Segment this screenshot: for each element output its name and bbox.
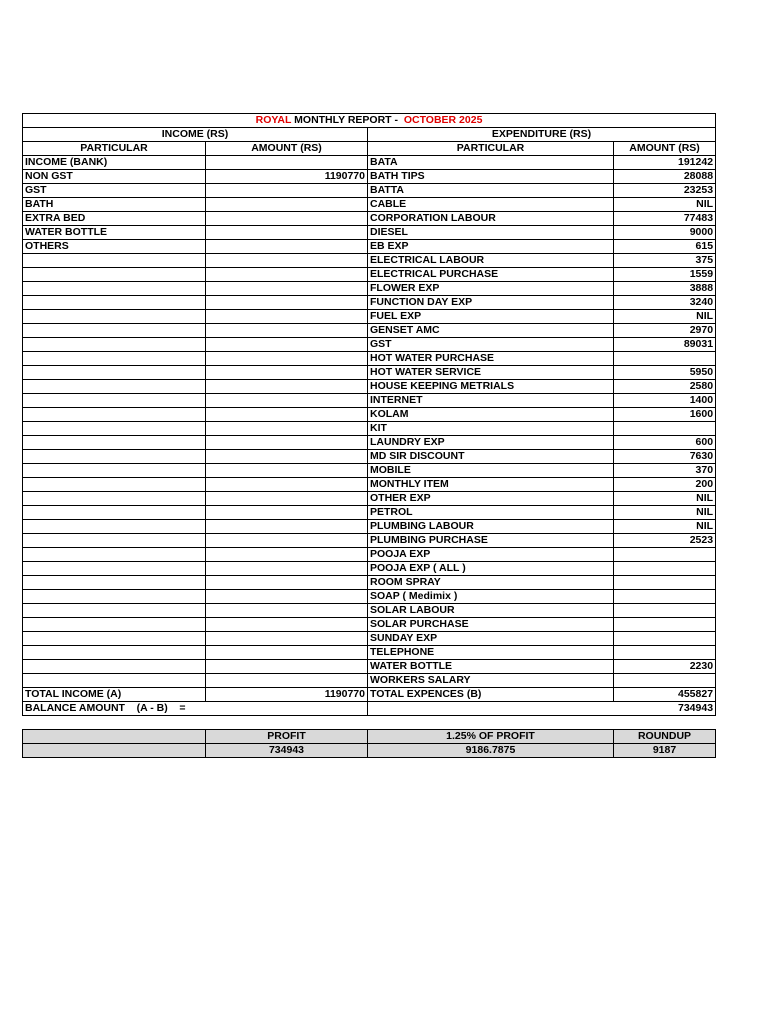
income-particular-cell: [23, 618, 206, 632]
ledger-row: [23, 632, 716, 646]
expense-amount-cell: [614, 632, 716, 646]
income-particular-cell: [23, 590, 206, 604]
income-amount-cell: [206, 408, 368, 422]
expense-particular-cell: OTHER EXP: [368, 492, 614, 506]
income-particular-cell: [23, 422, 206, 436]
ledger-row: [23, 464, 716, 478]
income-particular-cell: [23, 450, 206, 464]
ledger-row: [23, 422, 716, 436]
balance-row: [23, 702, 716, 716]
balance-value: 734943: [368, 702, 716, 716]
expense-particular-cell: FUNCTION DAY EXP: [368, 296, 614, 310]
expense-amount-cell: NIL: [614, 492, 716, 506]
expense-amount-cell: 370: [614, 464, 716, 478]
income-amount-cell: [206, 226, 368, 240]
expense-particular-cell: KOLAM: [368, 408, 614, 422]
expense-particular-cell: WORKERS SALARY: [368, 674, 614, 688]
expense-amount-cell: [614, 590, 716, 604]
ledger-row: [23, 296, 716, 310]
expense-particular-cell: EB EXP: [368, 240, 614, 254]
ledger-row: [23, 268, 716, 282]
profit-value: 734943: [206, 744, 368, 758]
expense-amount-cell: 7630: [614, 450, 716, 464]
share-label: 1.25% OF PROFIT: [368, 730, 614, 744]
income-amount-cell: [206, 562, 368, 576]
income-amount-cell: [206, 618, 368, 632]
income-particular-cell: [23, 352, 206, 366]
title-brand: ROYAL: [255, 114, 292, 126]
expense-amount-cell: NIL: [614, 506, 716, 520]
expense-amount-cell: 1600: [614, 408, 716, 422]
income-amount-cell: [206, 520, 368, 534]
ledger-row: [23, 170, 716, 184]
ledger-row: [23, 338, 716, 352]
income-particular-header: PARTICULAR: [23, 142, 206, 156]
title-month: OCTOBER 2025: [403, 114, 483, 126]
expense-particular-cell: KIT: [368, 422, 614, 436]
income-particular-cell: [23, 548, 206, 562]
expense-amount-cell: NIL: [614, 520, 716, 534]
ledger-row: [23, 366, 716, 380]
income-particular-cell: [23, 674, 206, 688]
expense-amount-cell: [614, 562, 716, 576]
ledger-row: [23, 352, 716, 366]
total-expense-label: TOTAL EXPENCES (B): [368, 688, 614, 702]
ledger-row: [23, 226, 716, 240]
ledger-row: [23, 156, 716, 170]
expense-amount-cell: 1559: [614, 268, 716, 282]
ledger-row: [23, 450, 716, 464]
income-particular-cell: [23, 478, 206, 492]
expense-amount-cell: [614, 646, 716, 660]
ledger-row: [23, 576, 716, 590]
expense-particular-cell: WATER BOTTLE: [368, 660, 614, 674]
income-particular-cell: [23, 338, 206, 352]
expense-amount-cell: 77483: [614, 212, 716, 226]
expense-particular-cell: FLOWER EXP: [368, 282, 614, 296]
expense-particular-cell: ELECTRICAL LABOUR: [368, 254, 614, 268]
income-amount-cell: [206, 632, 368, 646]
expense-particular-cell: HOT WATER PURCHASE: [368, 352, 614, 366]
income-amount-cell: [206, 604, 368, 618]
summary-header-row: [23, 730, 716, 744]
expense-particular-cell: SOAP ( Medimix ): [368, 590, 614, 604]
income-particular-cell: [23, 394, 206, 408]
ledger-row: [23, 520, 716, 534]
ledger-row: [23, 548, 716, 562]
ledger-row: [23, 534, 716, 548]
income-particular-cell: [23, 534, 206, 548]
expense-particular-cell: SOLAR PURCHASE: [368, 618, 614, 632]
expense-particular-cell: HOUSE KEEPING METRIALS: [368, 380, 614, 394]
report-title: [23, 114, 716, 128]
expense-particular-cell: MOBILE: [368, 464, 614, 478]
income-particular-cell: BATH: [23, 198, 206, 212]
income-amount-cell: [206, 184, 368, 198]
total-income-value: 1190770: [206, 688, 368, 702]
expense-particular-cell: PLUMBING LABOUR: [368, 520, 614, 534]
expense-amount-cell: 2970: [614, 324, 716, 338]
expense-particular-cell: CORPORATION LABOUR: [368, 212, 614, 226]
expense-particular-cell: INTERNET: [368, 394, 614, 408]
income-particular-cell: INCOME (BANK): [23, 156, 206, 170]
share-value: 9186.7875: [368, 744, 614, 758]
income-amount-cell: [206, 450, 368, 464]
income-particular-cell: [23, 520, 206, 534]
income-particular-cell: OTHERS: [23, 240, 206, 254]
expense-amount-cell: 2523: [614, 534, 716, 548]
income-amount-cell: [206, 352, 368, 366]
income-amount-cell: [206, 422, 368, 436]
ledger-row: [23, 660, 716, 674]
expense-particular-cell: HOT WATER SERVICE: [368, 366, 614, 380]
expense-particular-cell: MONTHLY ITEM: [368, 478, 614, 492]
income-particular-cell: [23, 492, 206, 506]
expense-amount-cell: [614, 548, 716, 562]
income-amount-cell: [206, 576, 368, 590]
expense-amount-cell: 2230: [614, 660, 716, 674]
ledger-row: [23, 310, 716, 324]
roundup-label: ROUNDUP: [614, 730, 716, 744]
ledger-row: [23, 492, 716, 506]
totals-row: [23, 688, 716, 702]
summary-blank-cell: [23, 730, 206, 744]
income-amount-cell: [206, 464, 368, 478]
expense-particular-cell: GENSET AMC: [368, 324, 614, 338]
income-amount-cell: [206, 436, 368, 450]
ledger-row: [23, 604, 716, 618]
income-particular-cell: EXTRA BED: [23, 212, 206, 226]
income-amount-cell: [206, 492, 368, 506]
ledger-row: [23, 254, 716, 268]
income-amount-cell: [206, 282, 368, 296]
summary-blank-cell: [23, 744, 206, 758]
income-amount-cell: [206, 338, 368, 352]
income-amount-cell: 1190770: [206, 170, 368, 184]
income-particular-cell: NON GST: [23, 170, 206, 184]
income-particular-cell: [23, 660, 206, 674]
ledger-row: [23, 212, 716, 226]
expense-particular-cell: CABLE: [368, 198, 614, 212]
expense-amount-cell: [614, 618, 716, 632]
ledger-row: [23, 562, 716, 576]
monthly-report-table: [22, 113, 716, 716]
income-particular-cell: [23, 324, 206, 338]
income-amount-cell: [206, 366, 368, 380]
ledger-row: [23, 240, 716, 254]
income-particular-cell: [23, 562, 206, 576]
title-text: MONTHLY REPORT -: [291, 114, 404, 126]
income-particular-cell: WATER BOTTLE: [23, 226, 206, 240]
income-amount-cell: [206, 674, 368, 688]
expense-particular-cell: POOJA EXP: [368, 548, 614, 562]
income-particular-cell: [23, 646, 206, 660]
ledger-row: [23, 436, 716, 450]
expense-amount-cell: [614, 576, 716, 590]
income-particular-cell: [23, 310, 206, 324]
expense-particular-cell: TELEPHONE: [368, 646, 614, 660]
expense-amount-cell: [614, 604, 716, 618]
expense-particular-cell: LAUNDRY EXP: [368, 436, 614, 450]
income-particular-cell: [23, 408, 206, 422]
expense-amount-cell: 9000: [614, 226, 716, 240]
ledger-row: [23, 198, 716, 212]
expense-amount-cell: 375: [614, 254, 716, 268]
income-amount-cell: [206, 156, 368, 170]
income-amount-cell: [206, 212, 368, 226]
expense-amount-cell: 23253: [614, 184, 716, 198]
expense-amount-cell: 3888: [614, 282, 716, 296]
expense-particular-cell: DIESEL: [368, 226, 614, 240]
income-amount-cell: [206, 590, 368, 604]
ledger-row: [23, 646, 716, 660]
income-amount-cell: [206, 310, 368, 324]
ledger-row: [23, 590, 716, 604]
expense-particular-cell: BATH TIPS: [368, 170, 614, 184]
roundup-value: 9187: [614, 744, 716, 758]
expense-amount-cell: 200: [614, 478, 716, 492]
expense-particular-cell: SUNDAY EXP: [368, 632, 614, 646]
summary-value-row: [23, 744, 716, 758]
expense-amount-cell: 5950: [614, 366, 716, 380]
total-expense-value: 455827: [614, 688, 716, 702]
expense-particular-cell: BATTA: [368, 184, 614, 198]
income-amount-cell: [206, 324, 368, 338]
income-particular-cell: [23, 436, 206, 450]
expense-amount-cell: [614, 352, 716, 366]
total-income-label: TOTAL INCOME (A): [23, 688, 206, 702]
section-header-row: [23, 128, 716, 142]
ledger-row: [23, 408, 716, 422]
income-particular-cell: [23, 632, 206, 646]
expense-amount-cell: 600: [614, 436, 716, 450]
expense-particular-cell: PETROL: [368, 506, 614, 520]
income-amount-cell: [206, 506, 368, 520]
ledger-row: [23, 618, 716, 632]
expense-amount-cell: 3240: [614, 296, 716, 310]
income-particular-cell: [23, 254, 206, 268]
ledger-row: [23, 282, 716, 296]
income-amount-cell: [206, 478, 368, 492]
expense-amount-cell: NIL: [614, 310, 716, 324]
income-amount-cell: [206, 534, 368, 548]
income-particular-cell: [23, 366, 206, 380]
ledger-row: [23, 380, 716, 394]
expense-amount-cell: 28088: [614, 170, 716, 184]
income-particular-cell: [23, 282, 206, 296]
ledger-row: [23, 324, 716, 338]
income-amount-cell: [206, 380, 368, 394]
expense-particular-cell: SOLAR LABOUR: [368, 604, 614, 618]
expense-particular-cell: POOJA EXP ( ALL ): [368, 562, 614, 576]
expense-particular-cell: GST: [368, 338, 614, 352]
income-amount-cell: [206, 548, 368, 562]
expense-particular-cell: BATA: [368, 156, 614, 170]
balance-label: BALANCE AMOUNT (A - B) =: [23, 702, 368, 716]
income-amount-cell: [206, 660, 368, 674]
income-particular-cell: [23, 576, 206, 590]
income-amount-cell: [206, 198, 368, 212]
expense-amount-cell: 89031: [614, 338, 716, 352]
income-amount-header: AMOUNT (RS): [206, 142, 368, 156]
expense-amount-cell: 2580: [614, 380, 716, 394]
ledger-row: [23, 394, 716, 408]
expense-particular-cell: MD SIR DISCOUNT: [368, 450, 614, 464]
expense-particular-cell: FUEL EXP: [368, 310, 614, 324]
expense-amount-cell: NIL: [614, 198, 716, 212]
ledger-row: [23, 506, 716, 520]
report-title-row: [23, 114, 716, 128]
income-amount-cell: [206, 296, 368, 310]
expense-amount-cell: 1400: [614, 394, 716, 408]
column-header-row: [23, 142, 716, 156]
income-particular-cell: [23, 268, 206, 282]
income-amount-cell: [206, 268, 368, 282]
expense-particular-cell: PLUMBING PURCHASE: [368, 534, 614, 548]
income-amount-cell: [206, 254, 368, 268]
expense-particular-cell: ELECTRICAL PURCHASE: [368, 268, 614, 282]
expense-amount-cell: 615: [614, 240, 716, 254]
income-particular-cell: GST: [23, 184, 206, 198]
expense-amount-cell: 191242: [614, 156, 716, 170]
expense-amount-header: AMOUNT (RS): [614, 142, 716, 156]
income-amount-cell: [206, 646, 368, 660]
expense-amount-cell: [614, 422, 716, 436]
ledger-row: [23, 184, 716, 198]
income-particular-cell: [23, 506, 206, 520]
income-amount-cell: [206, 394, 368, 408]
income-amount-cell: [206, 240, 368, 254]
income-particular-cell: [23, 380, 206, 394]
income-particular-cell: [23, 296, 206, 310]
expense-amount-cell: [614, 674, 716, 688]
income-particular-cell: [23, 604, 206, 618]
expense-particular-header: PARTICULAR: [368, 142, 614, 156]
ledger-row: [23, 478, 716, 492]
ledger-row: [23, 674, 716, 688]
expense-particular-cell: ROOM SPRAY: [368, 576, 614, 590]
profit-summary-table: [22, 729, 716, 758]
income-particular-cell: [23, 464, 206, 478]
profit-label: PROFIT: [206, 730, 368, 744]
expenditure-header: EXPENDITURE (RS): [368, 128, 716, 142]
income-header: INCOME (RS): [23, 128, 368, 142]
